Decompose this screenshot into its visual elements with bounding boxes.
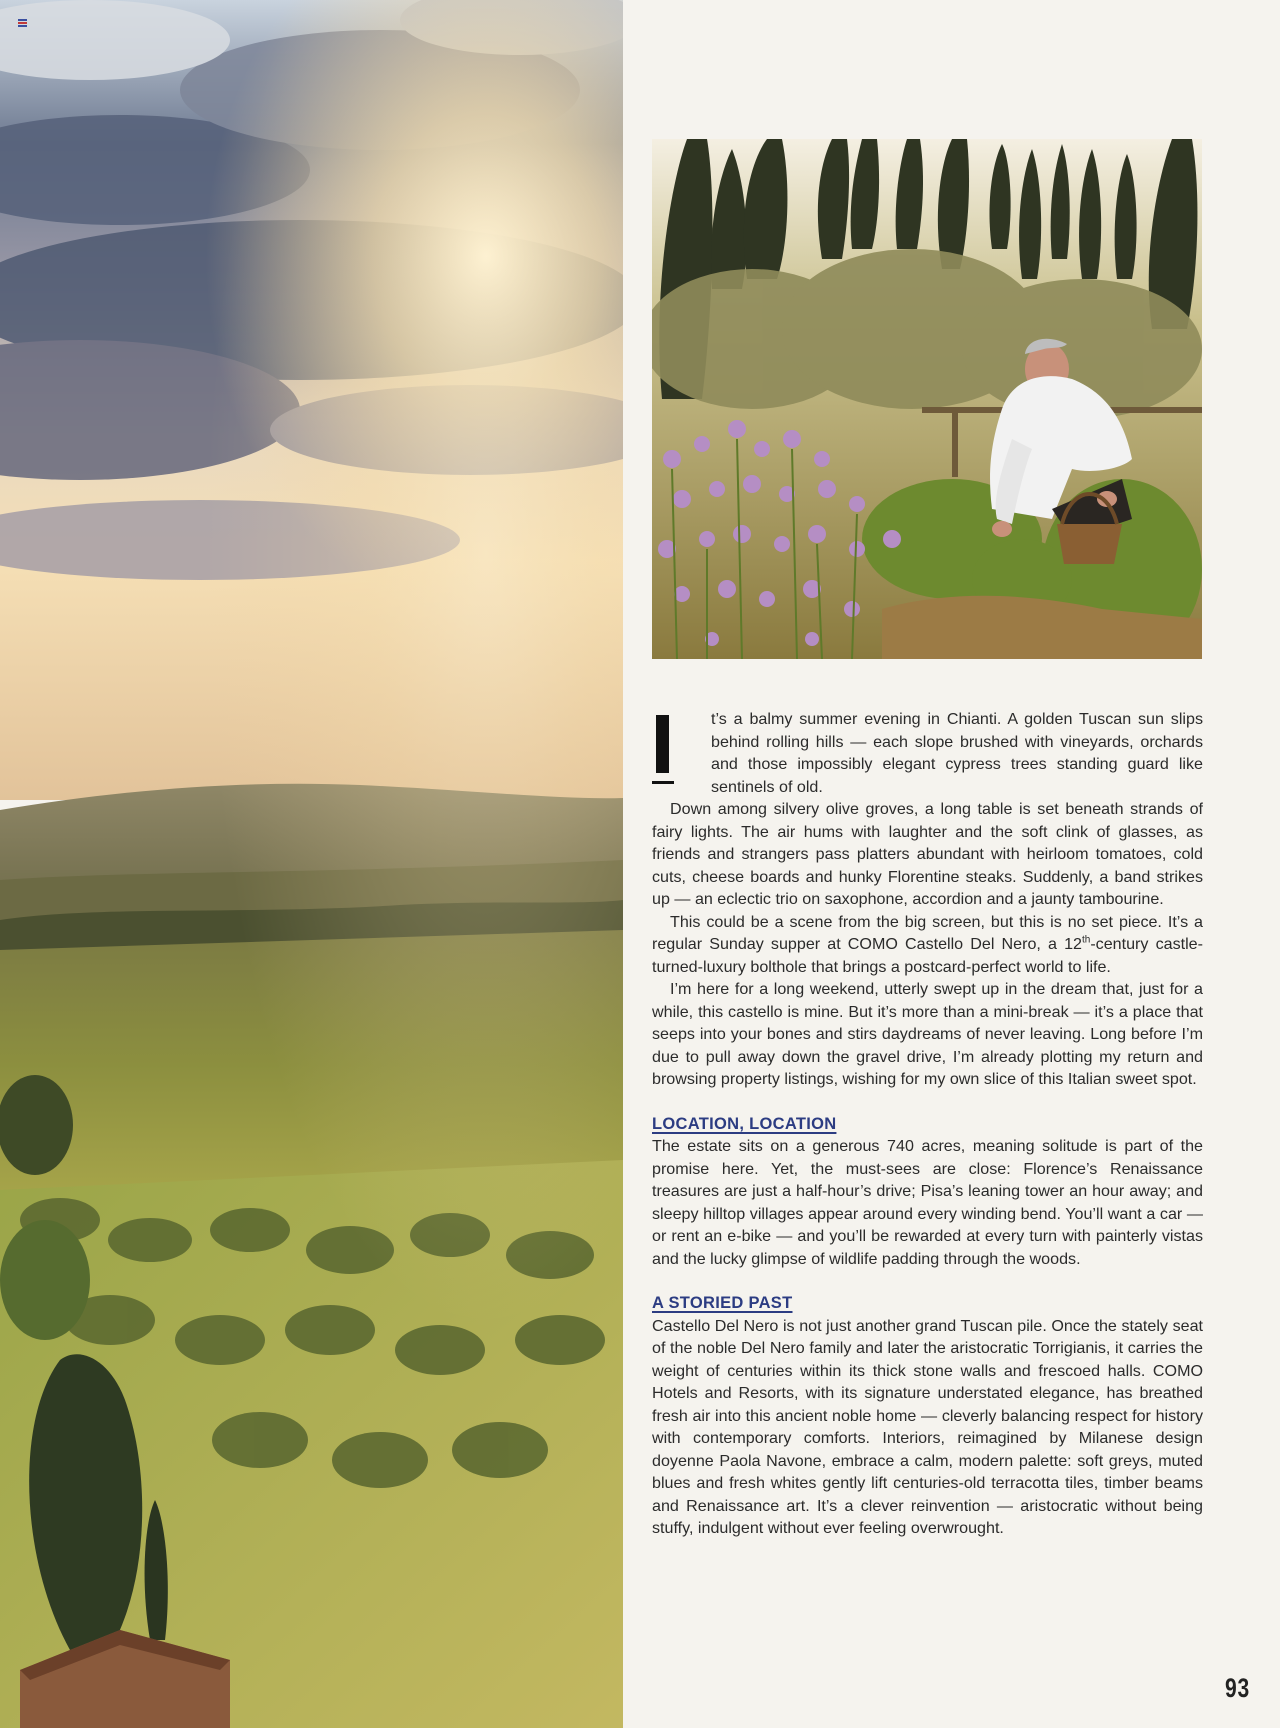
section-body-location: The estate sits on a generous 740 acres, meaning solitude is part of the promise here. Yet, the must-sees are close: Florence’s Renaissance treasures are just a half-hour’s drive; Pisa’s leaning tower an hour away; and sleepy hilltop villages appear around every winding bend. You’ll want a car — or rent an e-bike — and you’ll be rewarded at every turn with painterly vistas and the lucky glimpse of wildlife padding through the woods. [652, 1137, 1203, 1268]
drop-cap-letter [656, 715, 669, 773]
article-paragraph: I’m here for a long weekend, utterly swept up in the dream that, just for a while, this castello is mine. But it’s more than a mini-break — it’s a place that seeps into your bones and stirs daydreams of never leaving. Long before I’m due to pull away down the gravel drive, I’m already plotting my return and browsing property listings, wishing for my own slice of this Italian sweet spot. [652, 980, 1203, 1088]
paragraph-text: This could be a scene from the big screen, but this is no set piece. It’s a regular Sunday supper at COMO Castello Del Nero, a 12 [652, 912, 1203, 953]
article-paragraph: Down among silvery olive groves, a long table is set beneath strands of fairy lights. The air hums with laughter and the soft clink of glasses, as friends and strangers pass platters abundant with heirloom tomatoes, cold cuts, cheese boards and hunky Florentine steaks. Suddenly, a band strikes up — an eclectic trio on saxophone, accordion and a jaunty tambourine. [652, 800, 1203, 908]
section-heading-location: LOCATION, LOCATION [652, 1114, 837, 1133]
lede-paragraph: t’s a balmy summer evening in Chianti. A golden Tuscan sun slips behind rolling hills — each slope brushed with vineyards, orchards and those impossibly elegant cypress trees standing guard like sentinels of old. [711, 710, 1203, 796]
landscape-illustration [0, 0, 623, 1728]
paragraph-text: -century castle-turned-luxury bolthole that brings a postcard-perfect world to life. [652, 935, 1203, 976]
menu-icon[interactable] [18, 19, 27, 28]
page-number: 93 [1225, 1673, 1250, 1703]
superscript: th [1081, 934, 1091, 946]
section-heading-storied-past: A STORIED PAST [652, 1294, 793, 1312]
section-body-storied-past: Castello Del Nero is not just another grand Tuscan pile. Once the stately seat of the noble Del Nero family and later the aristocratic Torrigianis, it carries the weight of centuries within its thick stone walls and frescoed halls. COMO Hotels and Resorts, with its signature understated elegance, has breathed fresh air into this ancient noble home — cleverly balancing respect for history with contemporary comforts. Interiors, reimagined by Milanese design doyenne Paola Navone, embrace a calm, modern palette: soft greys, muted blues and fresh whites gently lift centuries-old terracotta tiles, timber beams and Renaissance art. It’s a clever reinvention — aristocratic without being stuffy, indulgent without ever feeling overwrought. [652, 1316, 1203, 1537]
lede [652, 708, 1203, 798]
article [652, 708, 1203, 1540]
landscape-photo [0, 0, 623, 1728]
article-paragraph [652, 911, 1203, 979]
drop-cap-rule [652, 781, 674, 784]
chef-garden-illustration [652, 139, 1202, 659]
chef-photo [652, 139, 1202, 659]
drop-cap [652, 715, 678, 783]
